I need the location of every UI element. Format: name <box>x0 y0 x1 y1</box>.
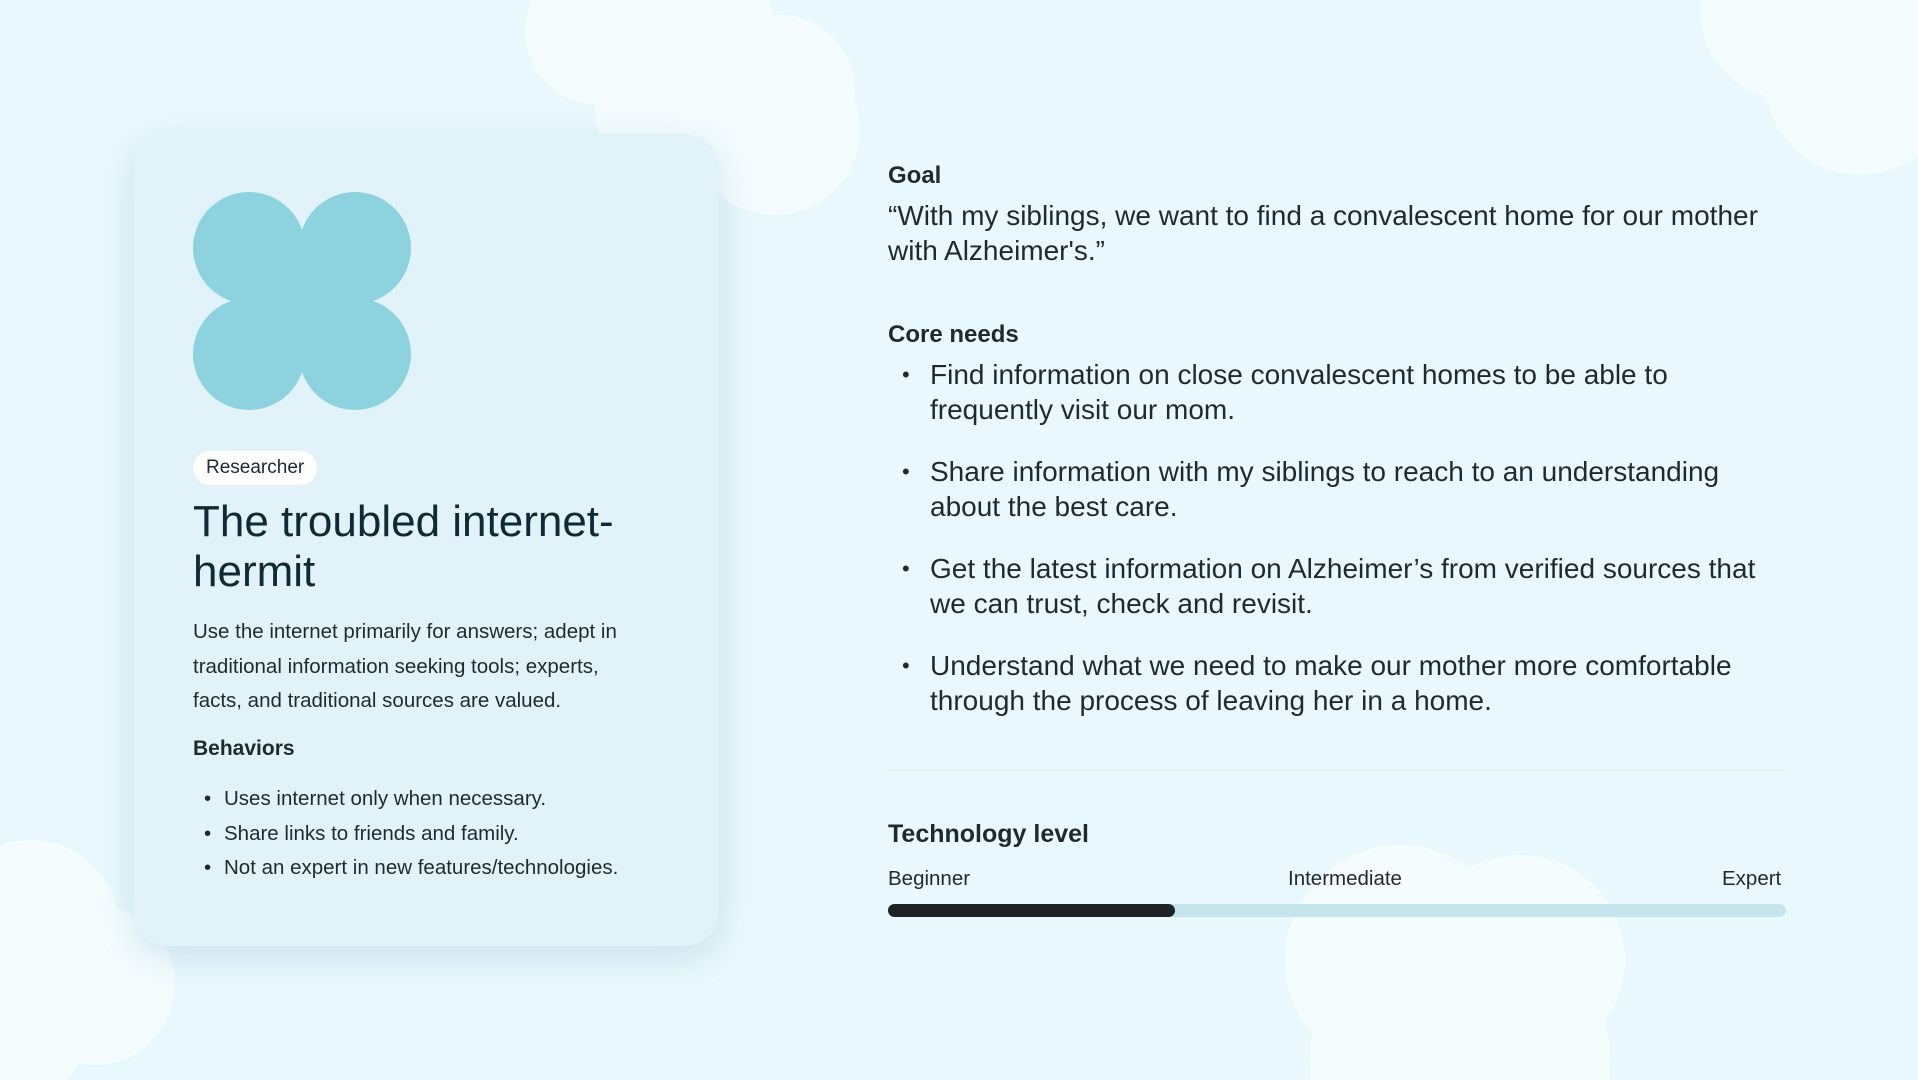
behaviors-list <box>193 782 673 886</box>
tech-label-intermediate: Intermediate <box>1288 867 1402 890</box>
behavior-item: • Share links to friends and family. <box>193 817 673 852</box>
technology-level-heading: Technology level <box>888 820 1089 848</box>
section-divider <box>888 770 1786 771</box>
flower-shape-icon <box>193 192 411 410</box>
behavior-item: • Uses internet only when necessary. <box>193 782 673 817</box>
core-need-item: • Find information on close convalescent homes to be able to frequently visit our mom. <box>888 357 1788 427</box>
core-needs-heading: Core needs <box>888 321 1019 348</box>
behaviors-heading: Behaviors <box>193 737 295 760</box>
tech-label-expert: Expert <box>1722 867 1782 890</box>
persona-description: Use the internet primarily for answers; adept in traditional information seeking tools; experts, facts, and traditional sources are valued. <box>193 620 617 712</box>
behavior-item: • Not an expert in new features/technologies. <box>193 851 673 886</box>
tech-label-beginner: Beginner <box>888 867 971 890</box>
core-need-item: • Understand what we need to make our mother more comfortable through the process of leaving her in a home. <box>888 648 1788 718</box>
core-need-item: • Get the latest information on Alzheimer’s from verified sources that we can trust, check and revisit. <box>888 551 1788 621</box>
goal-text: “With my siblings, we want to find a convalescent home for our mother with Alzheimer's.” <box>888 200 1758 266</box>
technology-level-track <box>888 904 1786 917</box>
technology-level-fill <box>888 904 1175 917</box>
role-badge: Researcher <box>193 451 317 485</box>
core-need-item: • Share information with my siblings to reach to an understanding about the best care. <box>888 454 1788 524</box>
core-needs-list <box>888 357 1788 745</box>
goal-heading: Goal <box>888 162 942 189</box>
persona-title: The troubled internet-hermit <box>193 497 614 596</box>
